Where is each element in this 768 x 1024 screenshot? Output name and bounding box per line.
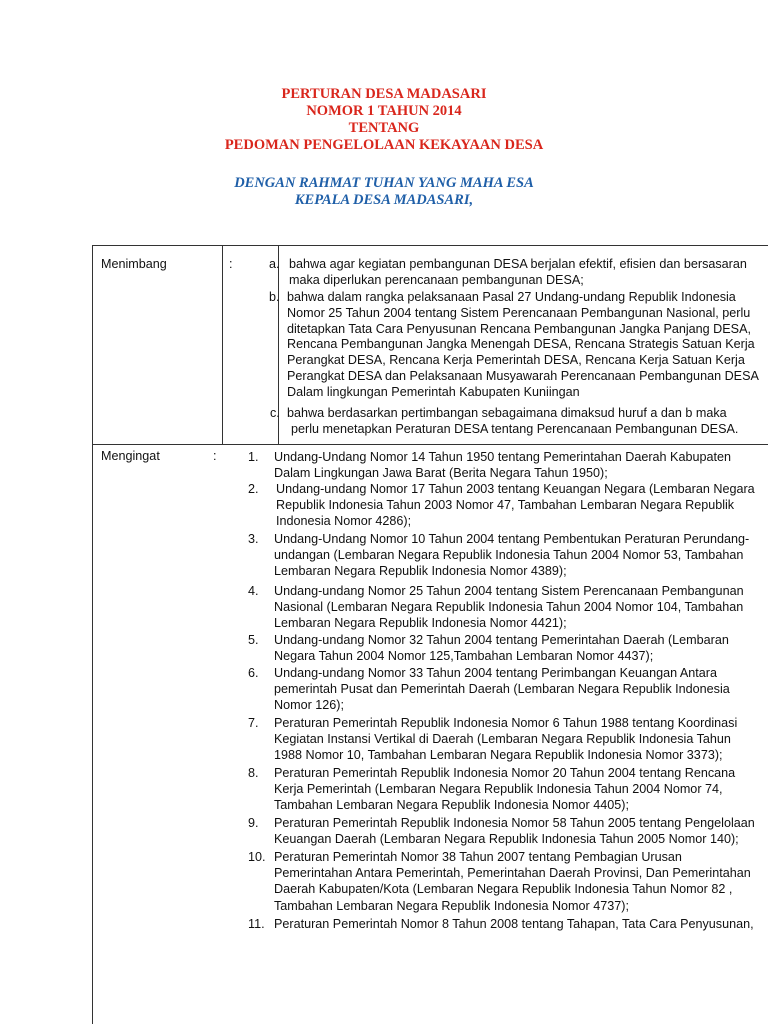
consideration-b: bahwa dalam rangka pelaksanaan Pasal 27 Undang-undang Republik Indonesia Nomor 25 Tahun 2004 tentang Sistem Perencanaan Pembangunan Nasional, perlu ditetapkan Tata Cara Penyusunan Rencana Pembangunan Jangka Panjang DESA, Rencana Pembangunan Jangka Menengah DESA, Rencana Strategis Satuan Kerja Perangkat DESA, Rencana Kerja Pemerintah DESA, Rencana Kerja Satuan Kerja Perangkat DESA dan Pelaksanaan Musyawarah Perencanaan Pembangunan DESA Dalam lingkungan Pemerintah Kabupaten Kuniingan [287, 290, 759, 399]
regulation-title: PERTURAN DESA MADASARI [281, 86, 487, 102]
mengingat-section: Mengingat : 1. Undang-Undang Nomor 14 Tahun 1950 tentang Pemerintahan Daerah Kabupaten Dalam Lingkungan Jawa Barat (Berita Negara Tahun 1950); 2. Undang-undang Nomor 17 Tahun 2003 tentang Keuangan Negara (Lembaran Negara Republik Indonesia Tahun 2003 Nomor 47, Tambahan Lembaran Negara Republik Indonesia Nomor 4286); 3. Undang-Undang Nomor 10 Tahun 2004 tentang Pembentukan Peraturan Perundang- undangan (Lembaran Negara Republik Indonesia Tahun 2004 Nomor 53, Tambahan Lembaran Negara Republik Indonesia Nomor 4389); 4. Undang-undang Nomor 25 Tahun 2004 tentang Sistem Perencanaan Pembangunan Nasional (Lembaran Negara Republik Indonesia Tahun 2004 Nomor 104, Tambahan Lembaran Negara Republik Indonesia Nomor 4421); 5. Undang-undang Nomor 32 Tahun 2004 tentang Pemerintahan Daerah (Lembaran Negara Tahun 2004 Nomor 125,Tambahan Lembaran Nomor 4437); 6. Undang-undang Nomor 33 Tahun 2004 tentang Perimbangan Keuangan Antara pemerintah Pusat dan Pemerintah Daerah (Lembaran Negara Republik Indonesia Nomor 126); 7. Peraturan Pemerintah Republik Indonesia Nomor 6 Tahun 1988 tentang Koordinasi Kegiatan Instansi Vertikal di Daerah (Lembaran Negara Republik Indonesia Tahun 1988 Nomor 10, Tambahan Lembaran Negara Republik Indonesia Nomor 3373); 8. Peraturan Pemerintah Republik Indonesia Nomor 20 Tahun 2004 tentang Rencana Kerja Pemerintah (Lembaran Negara Republik Indonesia Tahun 2004 Nomor 74, Tambahan Lembaran Negara Republik Indonesia Nomor 4405); 9. Peraturan Pemerintah Republik Indonesia Nomor 58 Tahun 2005 tentang Pengelolaan Keuangan Daerah (Lembaran Negara Republik Indonesia Tahun 2005 Nomor 140); 10. Peraturan Pemerintah Nomor 38 Tahun 2007 tentang Pembagian Urusan Pemerintahan Antara Pemerintah, Pemerintahan Daerah Provinsi, Dan Pemerintahan Daerah Kabupaten/Kota (Lembaran Negara Republik Indonesia Tahun Nomor 82 , Tambahan Lembaran Negara Republik Indonesia Nomor 4737); 11. Peraturan Pemerintah Nomor 8 Tahun 2008 tentang Tahapan, Tata Cara Penyusunan, [92, 445, 768, 1024]
item-letter: a. [269, 257, 280, 271]
mengingat-label: Mengingat [101, 449, 160, 463]
document-header [0, 86, 768, 209]
village-head-line: KEPALA DESA MADASARI, [294, 192, 474, 208]
menimbang-label: Menimbang [101, 257, 167, 271]
item-letter: c. [270, 406, 280, 420]
menimbang-section [92, 245, 768, 445]
preamble-line: DENGAN RAHMAT TUHAN YANG MAHA ESA [234, 175, 534, 191]
regulation-number: NOMOR 1 TAHUN 2014 [306, 103, 462, 119]
consideration-a: bahwa agar kegiatan pembangunan DESA berjalan efektif, efisien dan bersasaran maka diperlukan perencanaan pembangunan DESA; [289, 257, 747, 287]
mengingat-colon: : [213, 449, 217, 463]
item-letter: b. [269, 290, 280, 304]
regulation-subject: PEDOMAN PENGELOLAAN KEKAYAAN DESA [224, 137, 544, 153]
regulation-about: TENTANG [348, 120, 420, 136]
consideration-c: bahwa berdasarkan pertimbangan sebagaimana dimaksud huruf a dan b maka perlu menetapkan Peraturan DESA tentang Perencanaan Pembangunan DESA. [287, 406, 739, 436]
menimbang-colon: : [229, 257, 233, 271]
